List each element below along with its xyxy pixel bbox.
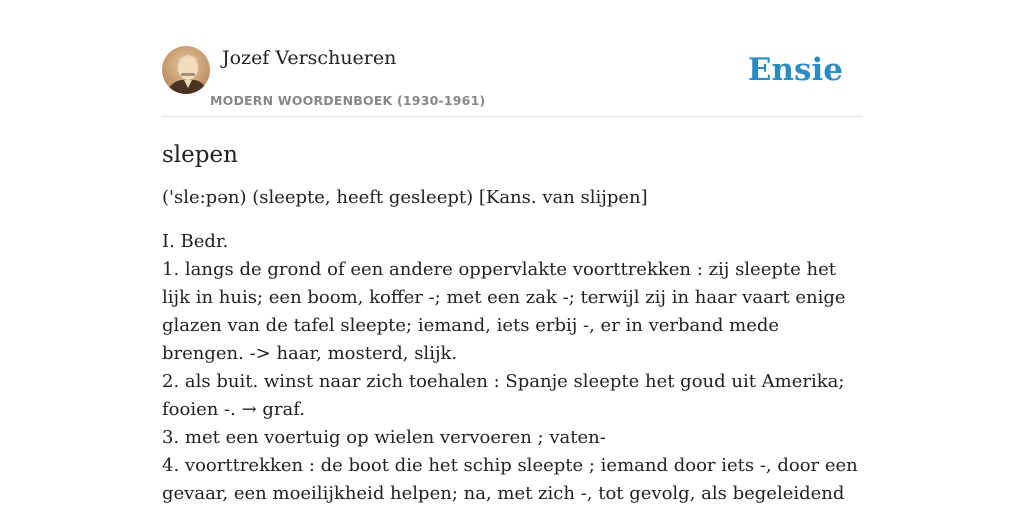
entry-term: slepen (162, 142, 238, 168)
definition-line: I. Bedr. (162, 231, 229, 252)
author-portrait-image (162, 46, 210, 94)
author-avatar[interactable] (162, 46, 210, 94)
entry-definition (162, 228, 862, 508)
entry-content (162, 140, 862, 508)
definition-line: 4. voorttrekken : de boot die het schip sleepte ; iemand door iets -, door een gevaar, een moeilijkheid helpen; na, met zich -, tot gevolg, als begeleidend (162, 455, 858, 504)
source-label[interactable]: MODERN WOORDENBOEK (1930-1961) (210, 93, 486, 108)
definition-line: 2. als buit. winst naar zich toehalen : Spanje sleepte het goud uit Amerika; fooien -. → graf. (162, 371, 845, 420)
definition-line: 1. langs de grond of een andere oppervlakte voorttrekken : zij sleepte het lijk in huis; een boom, koffer -; met een zak -; terwijl zij in haar vaart enige glazen van de tafel sleepte; iemand, iets erbij -, er in verband mede brengen. -> haar, mosterd, slijk. (162, 259, 846, 364)
author-name[interactable]: Jozef Verschueren (222, 47, 397, 69)
definition-line: 3. met een voertuig op wielen vervoeren ; vaten- (162, 427, 606, 448)
page-header (162, 46, 862, 117)
site-logo[interactable]: Ensie (747, 52, 843, 88)
entry-pronunciation: ('sle:pən) (sleepte, heeft gesleept) [Kans. van slijpen] (162, 187, 648, 208)
